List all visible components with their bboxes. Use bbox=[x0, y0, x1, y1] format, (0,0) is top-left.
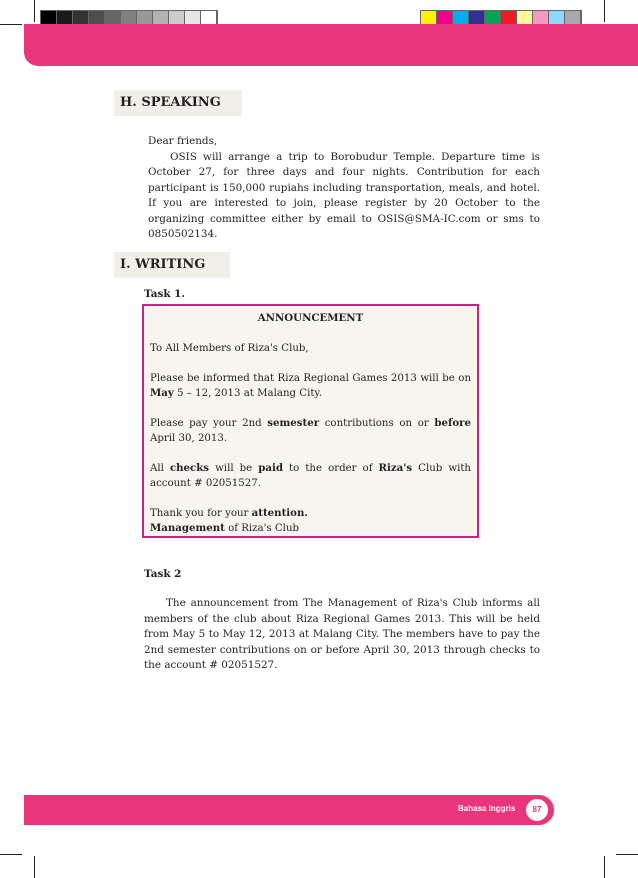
speaking-heading: H. SPEAKING bbox=[114, 90, 242, 116]
task2-text: The announcement from The Management of Riza's Club informs all members of the club about Riza Regional Games 2013. This will be held from May 5 to May 12, 2013 at Malang City. The members have to pay the 2nd semester contributions on or before April 30, 2013 through checks to the account # 02051527. bbox=[144, 597, 540, 671]
task1-label: Task 1. bbox=[144, 288, 185, 300]
task2-label: Task 2 bbox=[144, 568, 182, 580]
announcement-paragraph-2: Please pay your 2nd semester contributions on or before April 30, 2013. bbox=[150, 417, 471, 444]
crop-mark bbox=[616, 854, 638, 855]
speaking-text bbox=[148, 134, 540, 243]
writing-heading: I. WRITING bbox=[114, 252, 230, 278]
crop-mark bbox=[34, 856, 35, 878]
announcement-title: ANNOUNCEMENT bbox=[257, 312, 364, 324]
announcement-paragraph-3: All checks will be paid to the order of Riza's Club with account # 02051527. bbox=[150, 462, 471, 489]
footer-book-title: Bahasa Inggris bbox=[458, 804, 516, 813]
crop-mark bbox=[604, 856, 605, 878]
crop-mark bbox=[0, 854, 22, 855]
announcement-box bbox=[142, 304, 479, 538]
speaking-body: OSIS will arrange a trip to Borobudur Temple. Departure time is October 27, for three days and four nights. Contribution for each participant is 150,000 rupiahs including transportation, meals, and hotel. If you are interested to join, please register by 20 October to the organizing committee either by email to OSIS@SMA-IC.com or sms to 0850502134. bbox=[148, 150, 540, 240]
page-number: 87 bbox=[524, 797, 550, 823]
announcement-signature: Management of Riza's Club bbox=[150, 522, 300, 534]
crop-mark bbox=[604, 0, 605, 22]
crop-mark bbox=[34, 0, 35, 22]
header-band bbox=[24, 24, 638, 66]
announcement-paragraph-1: Please be informed that Riza Regional Games 2013 will be on May 5 – 12, 2013 at Malang City. bbox=[150, 373, 471, 399]
speaking-greeting: Dear friends, bbox=[148, 135, 218, 147]
crop-mark bbox=[0, 24, 22, 25]
announcement-salutation: To All Members of Riza's Club, bbox=[150, 343, 309, 354]
announcement-closing: Thank you for your attention. bbox=[150, 507, 308, 519]
